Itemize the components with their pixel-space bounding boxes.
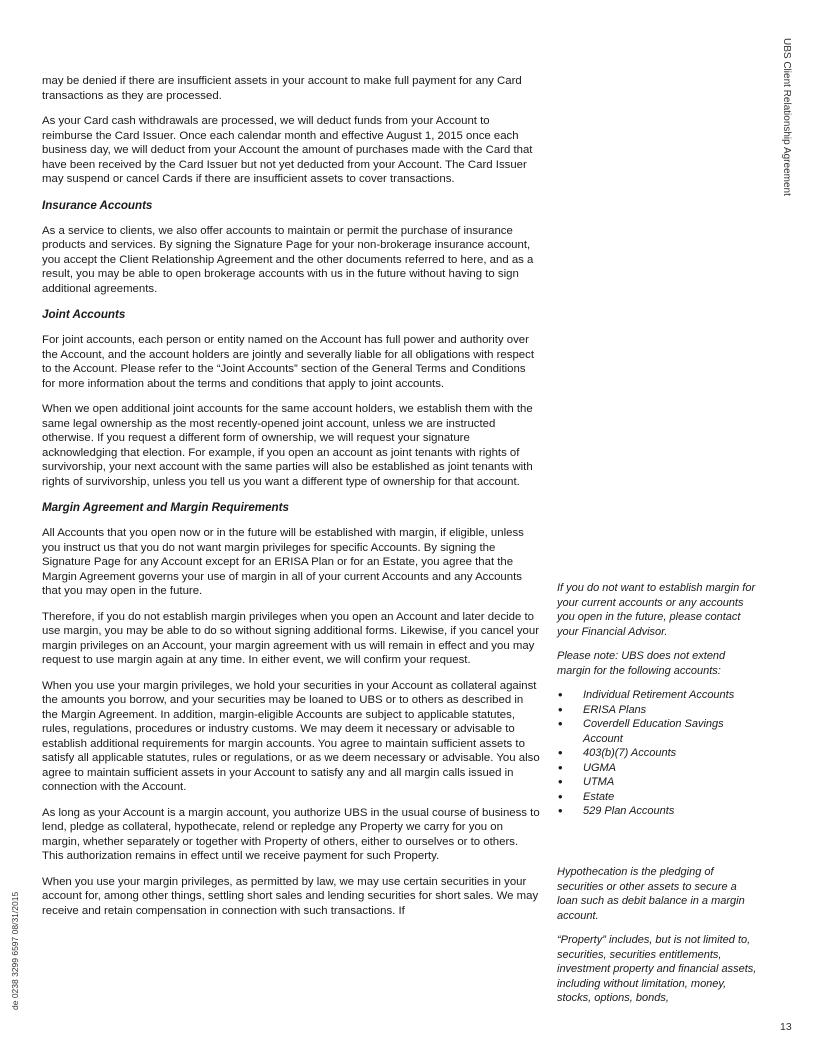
heading-insurance-accounts: Insurance Accounts (42, 198, 153, 212)
list-item: • Coverdell Education Savings Account (557, 717, 757, 746)
sidebar-margin-notes (557, 581, 757, 819)
paragraph-margin-5: When you use your margin privileges, as permitted by law, we may use certain securities in your account for, among other things, settling short sales and lending securities for short sales. We may receive and retain compensation in connection with such transactions. If (42, 875, 539, 917)
document-code: de 0238 3299 6597 08/31/2015 (10, 891, 20, 1010)
page-number: 13 (780, 1021, 792, 1033)
list-item: • UGMA (557, 761, 757, 776)
list-item: • ERISA Plans (557, 703, 757, 718)
list-item: • 403(b)(7) Accounts (557, 746, 757, 761)
excluded-accounts-list (557, 688, 757, 819)
paragraph-margin-2: Therefore, if you do not establish margin privileges when you open an Account and later decide to use margin, you may be able to do so without signing additional forms. Likewise, if you cancel your margin privileges on an Account, your margin agreement with us will remain in effect and you may request to use margin again at any time. In either event, we will confirm your request. (42, 610, 540, 666)
paragraph-card-withdrawals: As your Card cash withdrawals are processed, we will deduct funds from your Account to reimburse the Card Issuer. Once each calendar month and effective August 1, 2015 once each business day, we will deduct from your Account the amount of purchases made with the Card that have been received by the Card Issuer but not yet deducted from your Account. The Card Issuer may suspend or cancel Cards if there are insufficient assets to cover transactions. (42, 115, 533, 185)
main-text-column (42, 74, 540, 929)
paragraph-insurance: As a service to clients, we also offer accounts to maintain or permit the purchase of insurance products and services. By signing the Signature Page for your non-brokerage insurance account, you accept the Client Relationship Agreement and the other documents referred to here, and as a result, you may be able to open brokerage accounts with us in the future without having to sign additional agreements. (42, 224, 534, 295)
paragraph-margin-1: All Accounts that you open now or in the future will be established with margin, if eligible, unless you instruct us that you do not want margin privileges for specific Accounts. By signing the Signature Page for any Account except for an ERISA Plan or for an Estate, you agree that the Margin Agreement governs your use of margin in all of your current Accounts and any Accounts that you may open in the future. (42, 527, 524, 597)
heading-joint-accounts: Joint Accounts (42, 308, 126, 321)
list-item: • Estate (557, 790, 757, 805)
paragraph-card-denied: may be denied if there are insufficient assets in your account to make full payment for any Card transactions as they are processed. (42, 75, 522, 102)
paragraph-joint-2: When we open additional joint accounts for the same account holders, we establish them with the same legal ownership as the most recently-opened joint account, unless we are instructed otherwise. If you request a different form of ownership, we will request your signature acknowledging that election. For example, if you open an account as joint tenants with rights of survivorship, your next account with the same parties will also be established as joint tenants with rights of survivorship, unless you tell us you want a different type of ownership for that account. (42, 403, 533, 488)
list-item: • 529 Plan Accounts (557, 804, 757, 819)
note-property: “Property” includes, but is not limited to, securities, securities entitlements, investment property and financial assets, including without limitation, money, stocks, options, bonds, (557, 934, 757, 1004)
paragraph-joint-1: For joint accounts, each person or entity named on the Account has full power and authority over the Account, and the account holders are jointly and severally liable for all obligations with respect to the Account. Please refer to the “Joint Accounts” section of the General Terms and Conditions for more information about the terms and conditions that apply to joint accounts. (42, 334, 534, 390)
note-hypothecation: Hypothecation is the pledging of securities or other assets to secure a loan such as debit balance in a margin account. (557, 866, 745, 922)
note-no-margin: If you do not want to establish margin for your current accounts or any accounts you open in the future, please contact your Financial Advisor. (557, 582, 756, 638)
list-item: • UTMA (557, 775, 757, 790)
sidebar-definitions (557, 865, 757, 1016)
running-title: UBS Client Relationship Agreement (781, 38, 792, 196)
paragraph-margin-4: As long as your Account is a margin account, you authorize UBS in the usual course of business to lend, pledge as collateral, hypothecate, relend or repledge any Property we carry for you on margin, whether separately or together with Property of others, either to ourselves or to others. This authorization remains in effect until we receive payment for such Property. (42, 806, 540, 862)
heading-margin: Margin Agreement and Margin Requirements (42, 501, 289, 514)
note-not-extend: Please note: UBS does not extend margin for the following accounts: (557, 650, 726, 677)
list-item: • Individual Retirement Accounts (557, 688, 757, 703)
paragraph-margin-3: When you use your margin privileges, we hold your securities in your Account as collateral against the amounts you borrow, and your securities may be loaned to UBS or to others as described in the Margin Agreement. In addition, margin-eligible Accounts are subject to applicable statutes, rules, regulations, procedures or industry customs. We may deem it necessary or advisable to establish additional requirements for margin accounts. You agree to maintain sufficient assets to satisfy all applicable statutes, rules or regulations, or as we deem necessary or advisable. You also agree to maintain sufficient assets in your Account to satisfy any and all margin calls issued in connection with the Account. (42, 679, 540, 793)
